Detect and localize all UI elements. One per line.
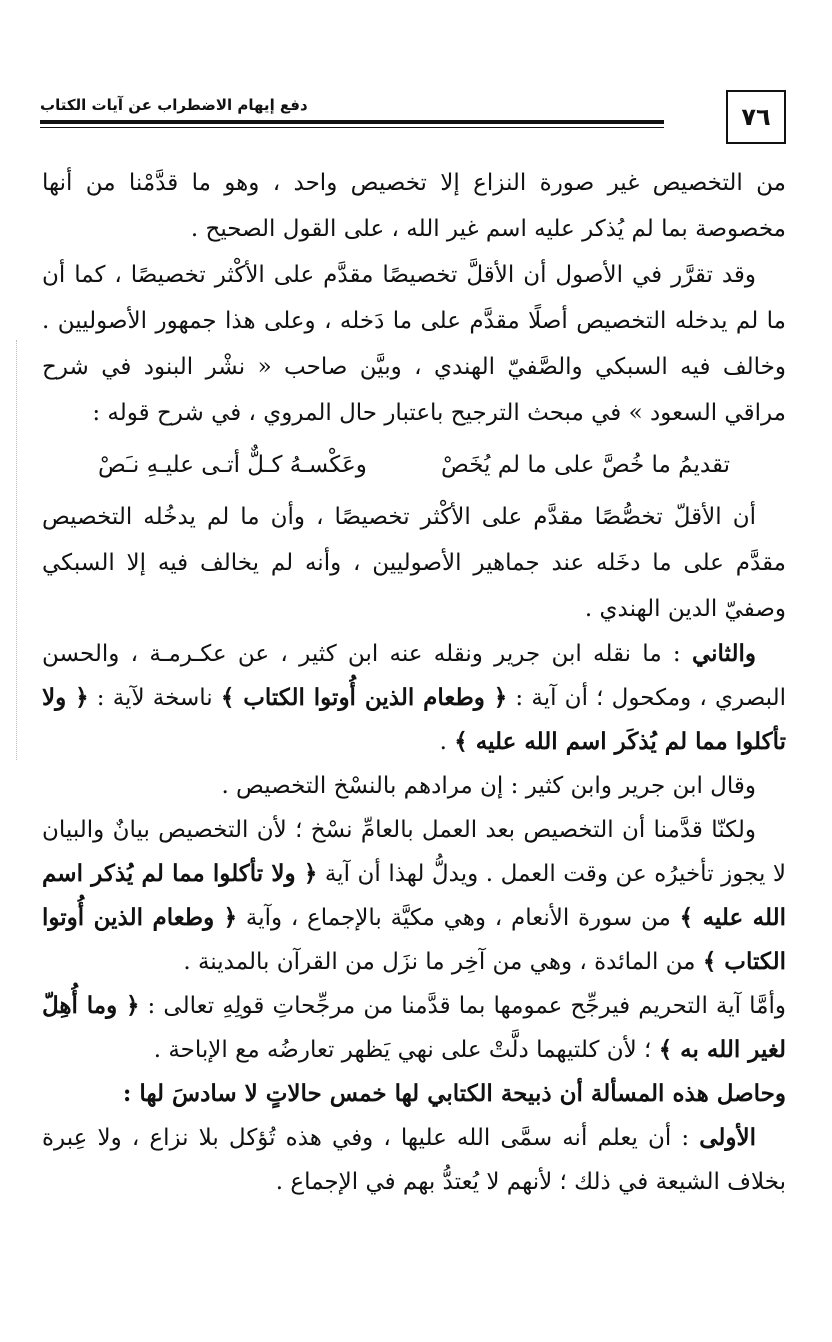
quran-quote-3: ﴿ ولا تأكلوا مما لم يُذكر اسم الله عليه ﴾ — [42, 860, 786, 931]
verse-second-hemistich: وعَكْسـهُ كـلٌّ أتـى عليـهِ نـَصْ — [98, 452, 367, 478]
header-rule-thin — [40, 127, 664, 128]
gutter-dotted-line — [16, 340, 18, 760]
verse-first-hemistich: تقديمُ ما خُصَّ على ما لم يُخَصْ — [441, 452, 730, 478]
paragraph-6 — [42, 808, 786, 984]
running-title: دفع إيهام الاضطراب عن آيات الكتاب — [40, 96, 308, 114]
paragraph-7-text-a: وأمَّا آية التحريم فيرجِّح عمومها بما قدَّمنا من مرجِّحاتِ قولِهِ تعالى : — [139, 993, 786, 1019]
paragraph-4-text-b: ناسخة لآية : — [88, 685, 221, 711]
paragraph-9 — [42, 1116, 786, 1204]
paragraph-4-text-c: . — [439, 729, 455, 755]
paragraph-4 — [42, 632, 786, 764]
paragraph-6-text-b: من سورة الأنعام ، وهي مكيَّة بالإجماع ، وآية — [237, 905, 680, 931]
paragraph-8-summary: وحاصل هذه المسألة أن ذبيحة الكتابي لها خمس حالاتٍ لا سادسَ لها : — [122, 1080, 786, 1107]
quran-quote-4: ﴿ وطعام الذين أُوتوا الكتاب ﴾ — [42, 904, 786, 975]
paragraph-6-text-a: ولكنّا قدَّمنا أن التخصيص بعد العمل بالعامِّ نسْخ ؛ لأن التخصيص بيانٌ والبيان لا يجوز تأخيرُه عن وقت العمل . ويدلُّ لهذا أن آية — [42, 817, 787, 887]
header-rule-thick — [40, 120, 664, 124]
page-number: ٧٦ — [726, 90, 786, 144]
paragraph-4-text-a: : ما نقله ابن جرير ونقله عنه ابن كثير ، عن عكـرمـة ، والحسن البصري ، ومكحول ؛ أن آية : — [42, 641, 787, 711]
main-text — [42, 160, 786, 1204]
second-opinion-label: والثاني — [691, 640, 756, 667]
paragraph-3: أن الأقلّ تخصُّصًا مقدَّم على الأكْثر تخصيصًا ، وأن ما لم يدخُله التخصيص مقدَّم على ما دخَله عند جماهير الأصوليين ، وأنه لم يخالف فيه إلا السبكي وصفيّ الدين الهندي . — [42, 504, 786, 622]
first-case-label: الأولى — [699, 1124, 756, 1151]
poetry-verse — [42, 436, 786, 494]
paragraph-5: وقال ابن جرير وابن كثير : إن مرادهم بالنسْخ التخصيص . — [221, 773, 756, 799]
paragraph-7-text-b: ؛ لأن كلتيهما دلَّتْ على نهي يَظهر تعارضُه مع الإباحة . — [153, 1037, 659, 1063]
paragraph-1: من التخصيص غير صورة النزاع إلا تخصيص واحد ، وهو ما قدَّمْنا من أنها مخصوصة بما لم يُذكر عليه اسم غير الله ، على القول الصحيح . — [42, 170, 786, 242]
page-header — [40, 90, 786, 154]
paragraph-2: وقد تقرَّر في الأصول أن الأقلَّ تخصيصًا مقدَّم على الأكْثر تخصيصًا ، كما أن ما لم يدخله التخصيص أصلًا مقدَّم على ما دَخله ، وعلى هذا جمهور الأصوليين . وخالف فيه السبكي والصَّفيّ الهندي ، وبيَّن صاحب « نشْر البنود في شرح مراقي السعود » في مبحث الترجيح باعتبار حال المروي ، في شرح قوله : — [42, 262, 786, 426]
paragraph-9-text: : أن يعلم أنه سمَّى الله عليها ، وفي هذه تُؤكل بلا نزاع ، ولا عِبرة بخلاف الشيعة في ذلك ؛ لأنهم لا يُعتدُّ بهم في الإجماع . — [42, 1125, 786, 1195]
quran-quote-5: ﴿ وما أُهِلّ لغير الله به ﴾ — [42, 992, 786, 1063]
paragraph-7 — [42, 984, 786, 1072]
paragraph-6-text-c: من المائدة ، وهي من آخِر ما نزَل من القرآن بالمدينة . — [183, 949, 703, 975]
quran-quote-2: ﴿ ولا تأكلوا مما لم يُذكَر اسم الله عليه ﴾ — [42, 684, 786, 755]
quran-quote-1: ﴿ وطعام الذين أُوتوا الكتاب ﴾ — [220, 684, 508, 711]
